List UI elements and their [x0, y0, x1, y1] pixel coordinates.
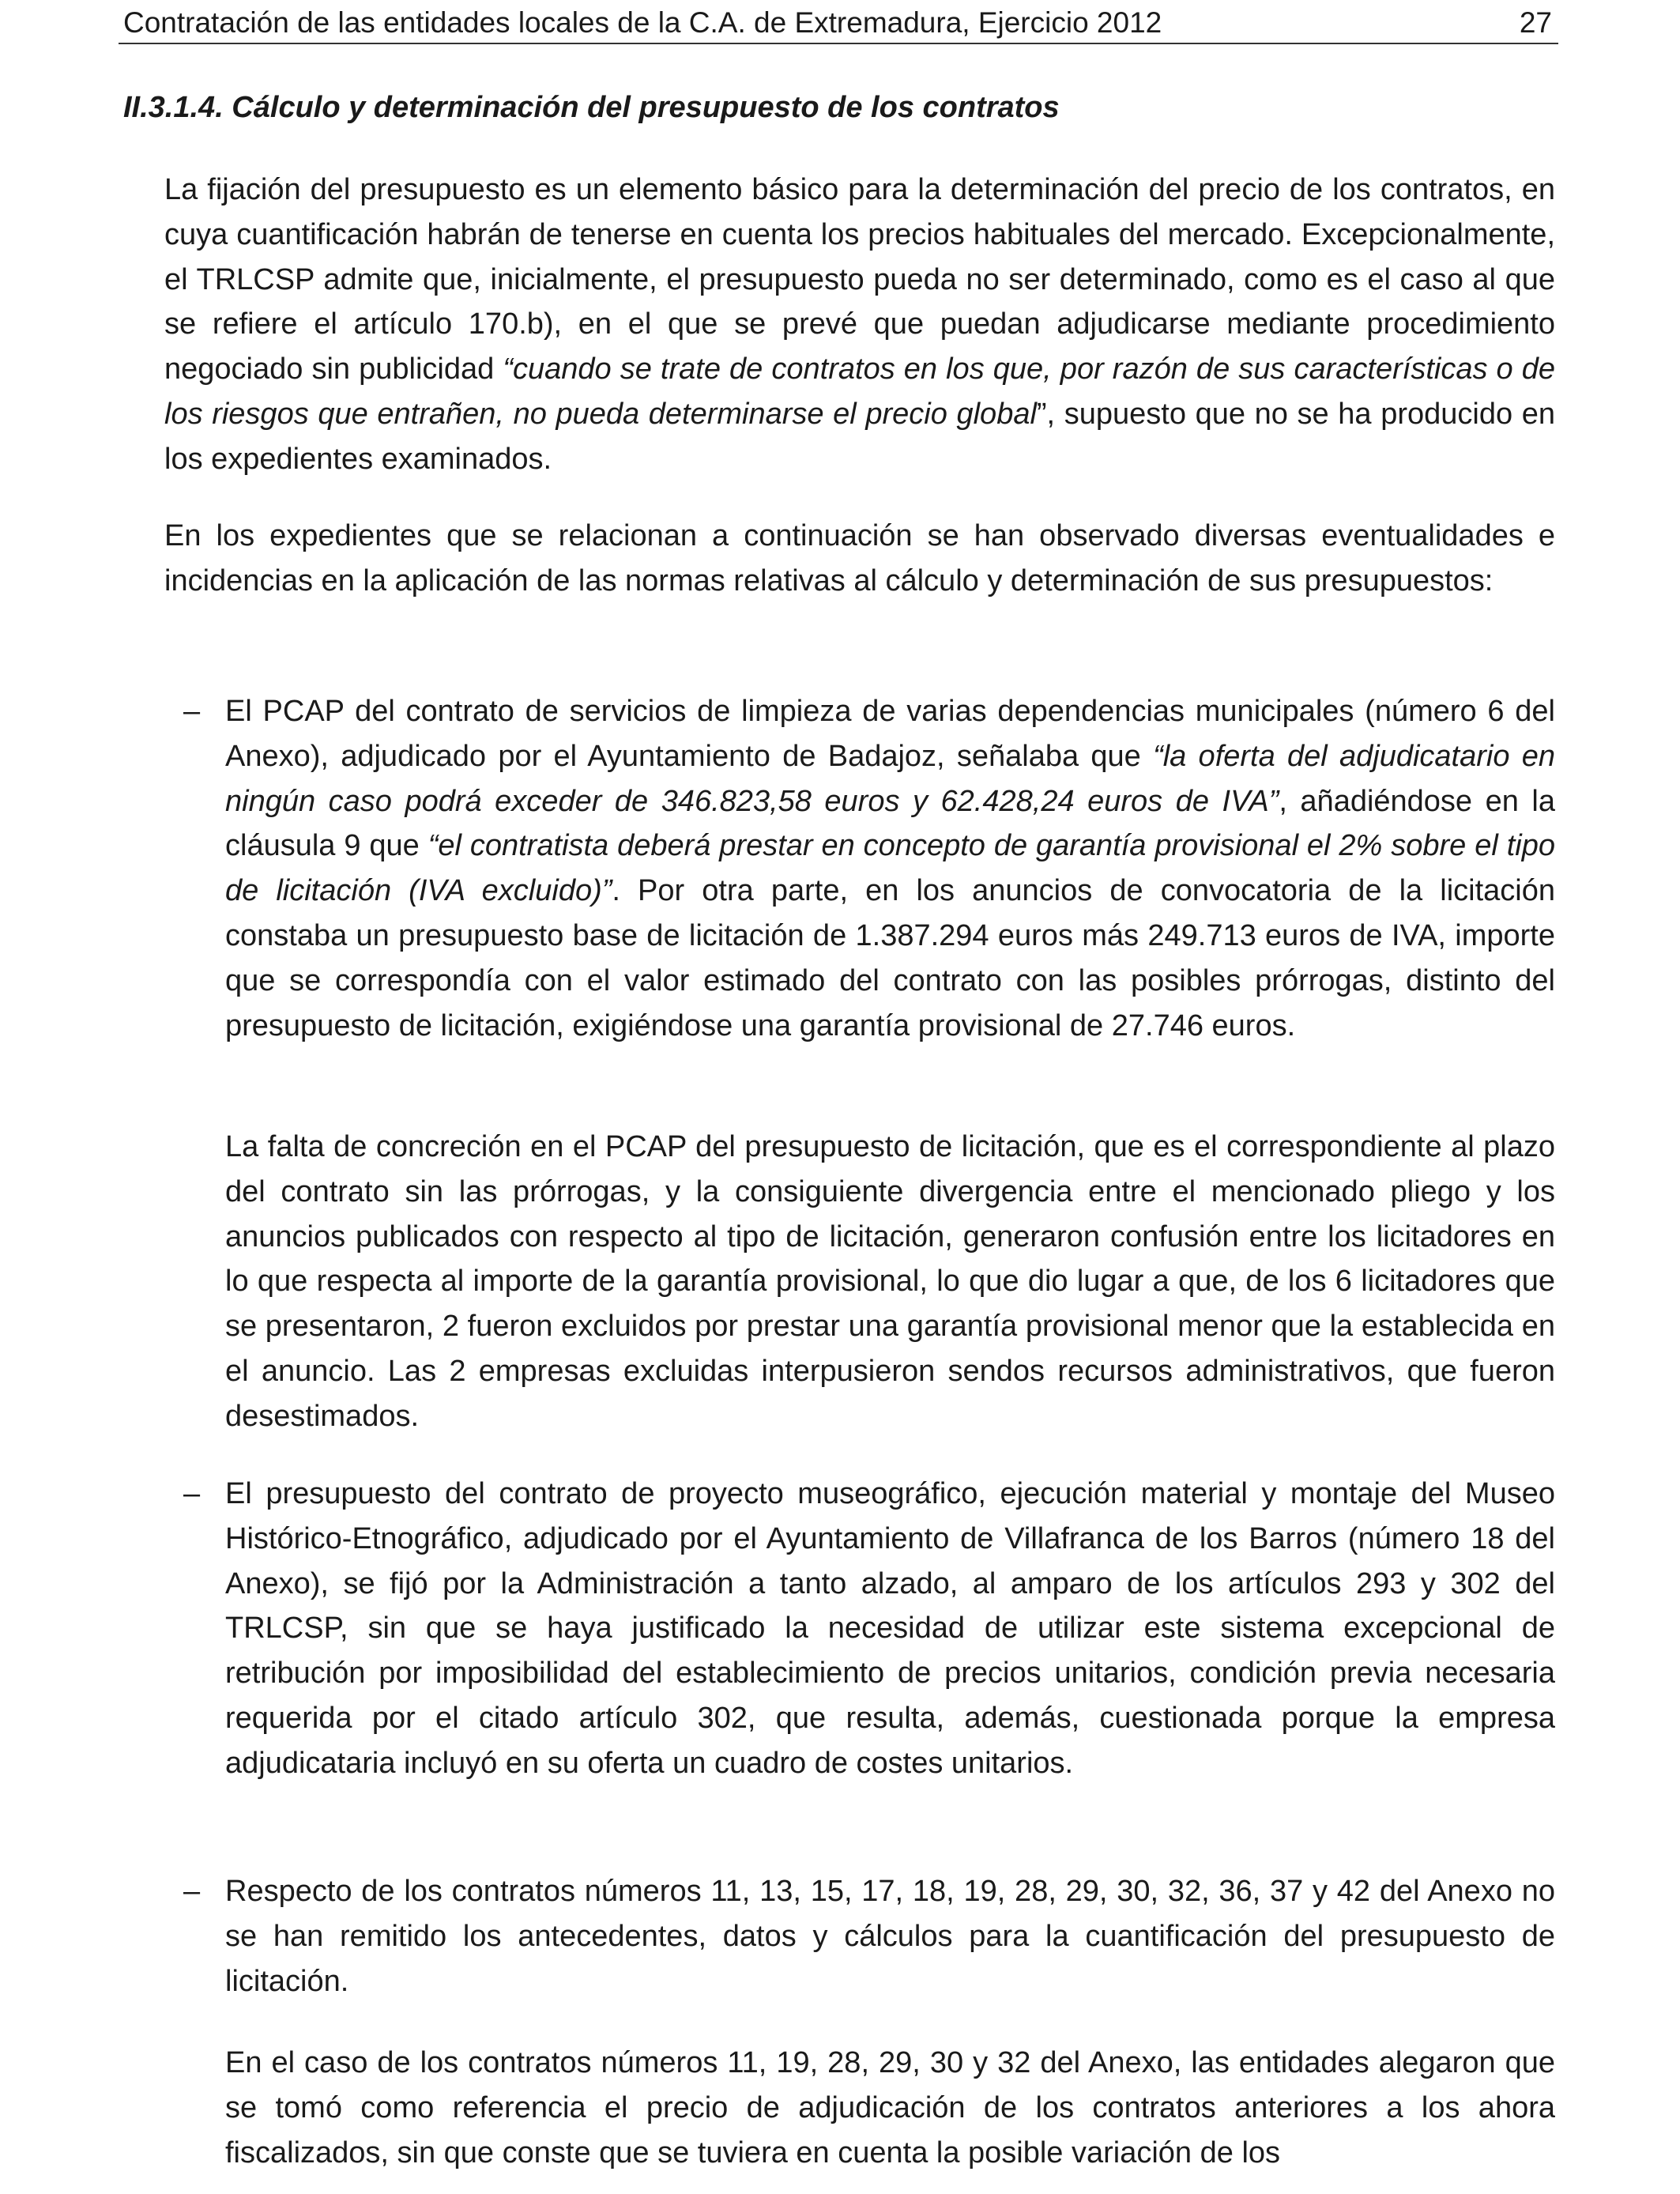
page-number: 27: [1519, 6, 1552, 39]
paragraph-budget-definition: [164, 168, 1555, 482]
quoted-clause-text: “el contratista deberá prestar en concepto de garantía provisional el 2% sobre el tipo de licitación (IVA excluido)”: [225, 829, 1555, 908]
list-bullet: –: [183, 1477, 201, 1510]
list-bullet: –: [183, 1875, 201, 1908]
list-item-continuation: La falta de concreción en el PCAP del presupuesto de licitación, que es el correspondiente al plazo del contrato sin las prórrogas, y la consiguiente divergencia entre el mencionado pliego y los anuncios publicados con respecto al tipo de licitación, generaron confusión entre los licitadores en lo que respecta al importe de la garantía provisional, lo que dio lugar a que, de los 6 licitadores que se presentaron, 2 fueron excluidos por prestar una garantía provisional menor que la establecida en el anuncio. Las 2 empresas excluidas interpusieron sendos recursos administrativos, que fueron desestimados.: [225, 1130, 1555, 1433]
paragraph-text: La fijación del presupuesto es un elemento básico para la determinación del precio de los contratos, en cuya cuantificación habrán de tenerse en cuenta los precios habituales del mercado. Excepcionalmente, el TRLCSP admite que, inicialmente, el presupuesto pueda no ser determinado, como es el caso al que se refiere el artículo 170.b), en el que se prevé que puedan adjudicarse mediante procedimiento negociado sin publicidad: [164, 173, 1555, 386]
list-item-text: . Por otra parte, en los anuncios de convocatoria de la licitación constaba un presupuesto base de licitación de 1.387.294 euros más 249.713 euros de IVA, importe que se correspondía con el valor estimado del contrato con las posibles prórrogas, distinto del presupuesto de licitación, exigiéndose una garantía provisional de 27.746 euros.: [225, 874, 1556, 1042]
list-item-badajoz-contract: [225, 689, 1555, 1048]
list-item-text: , añadiéndose en la cláusula 9 que: [225, 784, 1555, 863]
paragraph-text: ”, supuesto que no se ha producido en los expedientes examinados.: [164, 397, 1555, 476]
list-item-museum-contract: El presupuesto del contrato de proyecto museográfico, ejecución material y montaje del Museo Histórico-Etnográfico, adjudicado por el Ayuntamiento de Villafranca de los Barros (número 18 del Anexo), se fijó por la Administración a tanto alzado, al amparo de los artículos 293 y 302 del TRLCSP, sin que se haya justificado la necesidad de utilizar este sistema excepcional de retribución por imposibilidad del establecimiento de precios unitarios, condición previa necesaria requerida por el citado artículo 302, que resulta, además, cuestionada porque la empresa adjudicataria incluyó en su oferta un cuadro de costes unitarios.: [225, 1477, 1555, 1780]
quoted-clause-text: “la oferta del adjudicatario en ningún caso podrá exceder de 346.823,58 euros y 62.428,24 euros de IVA”: [225, 739, 1555, 818]
section-heading: II.3.1.4. Cálculo y determinación del presupuesto de los contratos: [123, 91, 1060, 124]
list-item-missing-documentation: Respecto de los contratos números 11, 13, 15, 17, 18, 19, 28, 29, 30, 32, 36, 37 y 42 del Anexo no se han remitido los antecedentes, datos y cálculos para la cuantificación del presupuesto de licitación.: [225, 1875, 1555, 1998]
paragraph-intro-list: En los expedientes que se relacionan a continuación se han observado diversas eventualidades e incidencias en la aplicación de las normas relativas al cálculo y determinación de sus presupuestos:: [164, 519, 1555, 598]
header-title: Contratación de las entidades locales de la C.A. de Extremadura, Ejercicio 2012: [123, 6, 1162, 39]
list-item-continuation: En el caso de los contratos números 11, 19, 28, 29, 30 y 32 del Anexo, las entidades alegaron que se tomó como referencia el precio de adjudicación de los contratos anteriores a los ahora fiscalizados, sin que conste que se tuviera en cuenta la posible variación de los: [225, 2046, 1555, 2169]
list-item-text: El PCAP del contrato de servicios de limpieza de varias dependencias municipales (número 6 del Anexo), adjudicado por el Ayuntamiento de Badajoz, señalaba que: [225, 695, 1555, 773]
running-header: [119, 3, 1558, 44]
list-bullet: –: [183, 695, 201, 728]
quoted-article-text: “cuando se trate de contratos en los que, por razón de sus características o de los riesgos que entrañen, no pueda determinarse el precio global: [164, 352, 1556, 431]
